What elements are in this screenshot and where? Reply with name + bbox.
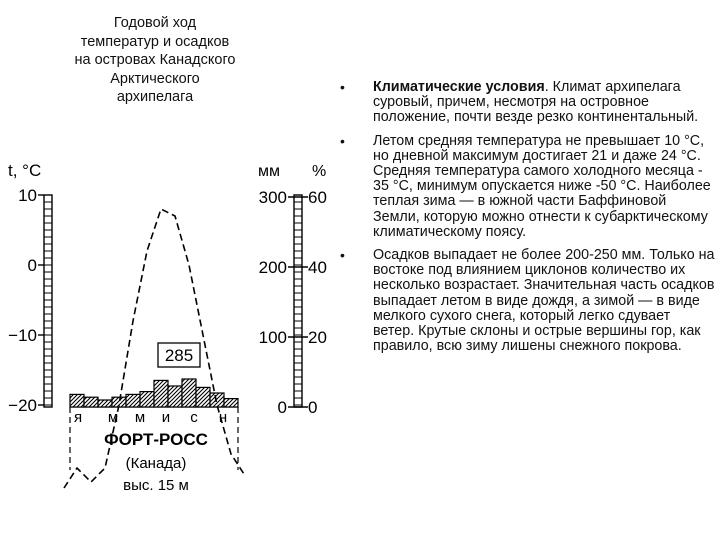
right-mm-tick-label: 0 <box>277 398 287 417</box>
precip-bar <box>224 399 238 407</box>
precip-bar <box>98 400 112 407</box>
precip-bar <box>154 380 168 407</box>
precip-bar <box>70 394 84 407</box>
left-tick-label: 0 <box>27 256 37 275</box>
precip-bar <box>140 392 154 407</box>
month-label: и <box>161 409 171 426</box>
precip-bar <box>168 386 182 407</box>
left-tick-label: 10 <box>18 186 37 205</box>
precip-bar <box>182 379 196 407</box>
month-label: м <box>107 409 119 426</box>
bullet-icon: • <box>340 247 345 264</box>
note-item <box>340 80 715 126</box>
left-tick-label: −10 <box>8 326 37 345</box>
month-label: с <box>190 409 198 426</box>
precip-bar <box>210 393 224 407</box>
station-name: ФОРТ-РОСС <box>104 430 208 449</box>
note-lead: Климатические условия <box>373 79 545 95</box>
note-item <box>340 248 715 354</box>
right-mm-tick-label: 200 <box>258 258 287 277</box>
right-pct-tick-label: 40 <box>308 258 327 277</box>
right-axis-unit-pct: % <box>312 163 327 180</box>
left-axis-unit: t, °C <box>8 161 42 180</box>
month-label: м <box>134 409 146 426</box>
left-tick-label: −20 <box>8 396 37 415</box>
slide-title: Годовой ход температур и осадков на островах Канадского Арктического архипелага <box>74 15 236 105</box>
right-mm-tick-label: 100 <box>258 328 287 347</box>
station-elevation: выс. 15 м <box>123 477 189 494</box>
climate-notes <box>340 80 715 362</box>
right-mm-tick-label: 300 <box>258 188 287 207</box>
total-precip-label: 285 <box>164 346 194 365</box>
note-text: Летом средняя температура не превышает 10 °С, но дневной максимум достигает 21 и даже 24 °С. Средняя температура самого холодного месяца - 35 °С, минимум опускается ниже -50 °С. Наиболее теплая зима — в южной части Баффиновой Земли, которую можно отнести к субарктическому климатическому поясу. <box>373 132 711 240</box>
month-label: я <box>73 409 83 426</box>
precip-bar <box>126 394 140 407</box>
bullet-icon: • <box>340 79 345 95</box>
right-axis-unit-mm: мм <box>258 163 280 180</box>
station-country: (Канада) <box>125 455 187 472</box>
note-text: . Климат архипелага суровый, причем, несмотря на островное положение, почти везде резко континентальный. <box>373 79 699 126</box>
right-pct-tick-label: 0 <box>308 398 318 417</box>
right-pct-tick-label: 60 <box>308 188 327 207</box>
right-scale-bar <box>294 195 302 407</box>
bullet-icon: • <box>340 132 345 149</box>
note-text: Осадков выпадает не более 200-250 мм. Только на востоке под влиянием циклонов количество их несколько возрастает. Значительная часть осадков выпадает летом в виде дождя, а зимой — в виде мелкого сухого снега, который легко сдувает ветер. Крутые склоны и острые вершины гор, как правило, всю зиму лишены снежного покрова. <box>373 247 715 355</box>
right-pct-tick-label: 20 <box>308 328 327 347</box>
month-label: н <box>218 409 228 426</box>
left-scale-bar <box>44 195 52 407</box>
precip-bar <box>196 387 210 407</box>
note-item <box>340 134 715 240</box>
precip-bar <box>84 397 98 407</box>
